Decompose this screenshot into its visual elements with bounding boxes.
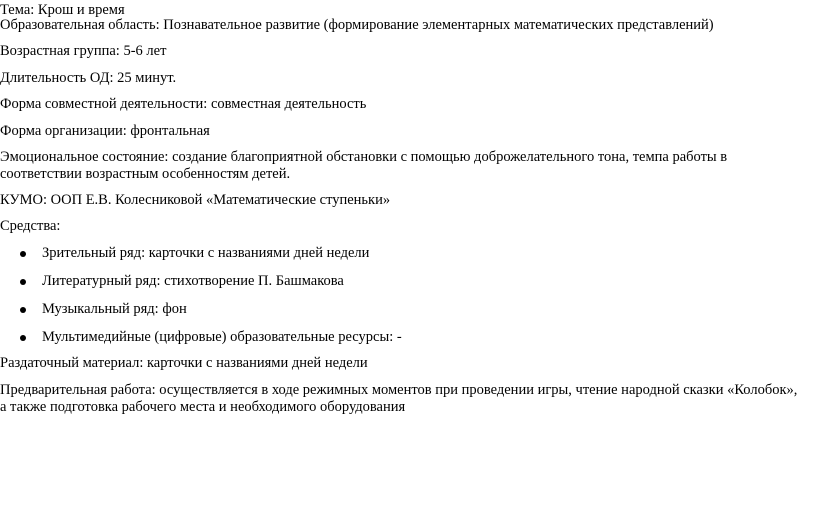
bullet-icon [20, 279, 26, 285]
joint-activity-line: Форма совместной деятельности: совместная деятельность [0, 96, 367, 112]
preliminary-work-paragraph: Предварительная работа: осуществляется в ходе режимных моментов при проведении игры, чтение народной сказки «Колобок», а также подготовка рабочего места и необходимого оборудования [0, 382, 798, 415]
list-item-text: Литературный ряд: стихотворение П. Башмакова [42, 273, 344, 289]
bullet-icon [20, 307, 26, 313]
duration-line: Длительность ОД: 25 минут. [0, 70, 177, 86]
list-item-text: Зрительный ряд: карточки с названиями дней недели [42, 245, 370, 261]
means-label: Средства: [0, 218, 61, 234]
emotional-state-paragraph: Эмоциональное состояние: создание благоприятной обстановки с помощью доброжелательного тона, темпа работы в соответствии возрастным особенностям детей. [0, 149, 728, 182]
list-item-text: Мультимедийные (цифровые) образовательные ресурсы: - [42, 329, 402, 345]
list-item-text: Музыкальный ряд: фон [42, 301, 187, 317]
educational-area-line: Образовательная область: Познавательное развитие (формирование элементарных математических представлений) [0, 17, 714, 33]
handout-line: Раздаточный материал: карточки с названиями дней недели [0, 355, 368, 371]
age-group-line: Возрастная группа: 5-6 лет [0, 43, 167, 59]
bullet-icon [20, 335, 26, 341]
kumo-line: КУМО: ООП Е.В. Колесниковой «Математические ступеньки» [0, 192, 391, 208]
topic-line: Тема: Крош и время [0, 2, 125, 18]
organization-line: Форма организации: фронтальная [0, 123, 210, 139]
bullet-icon [20, 251, 26, 257]
